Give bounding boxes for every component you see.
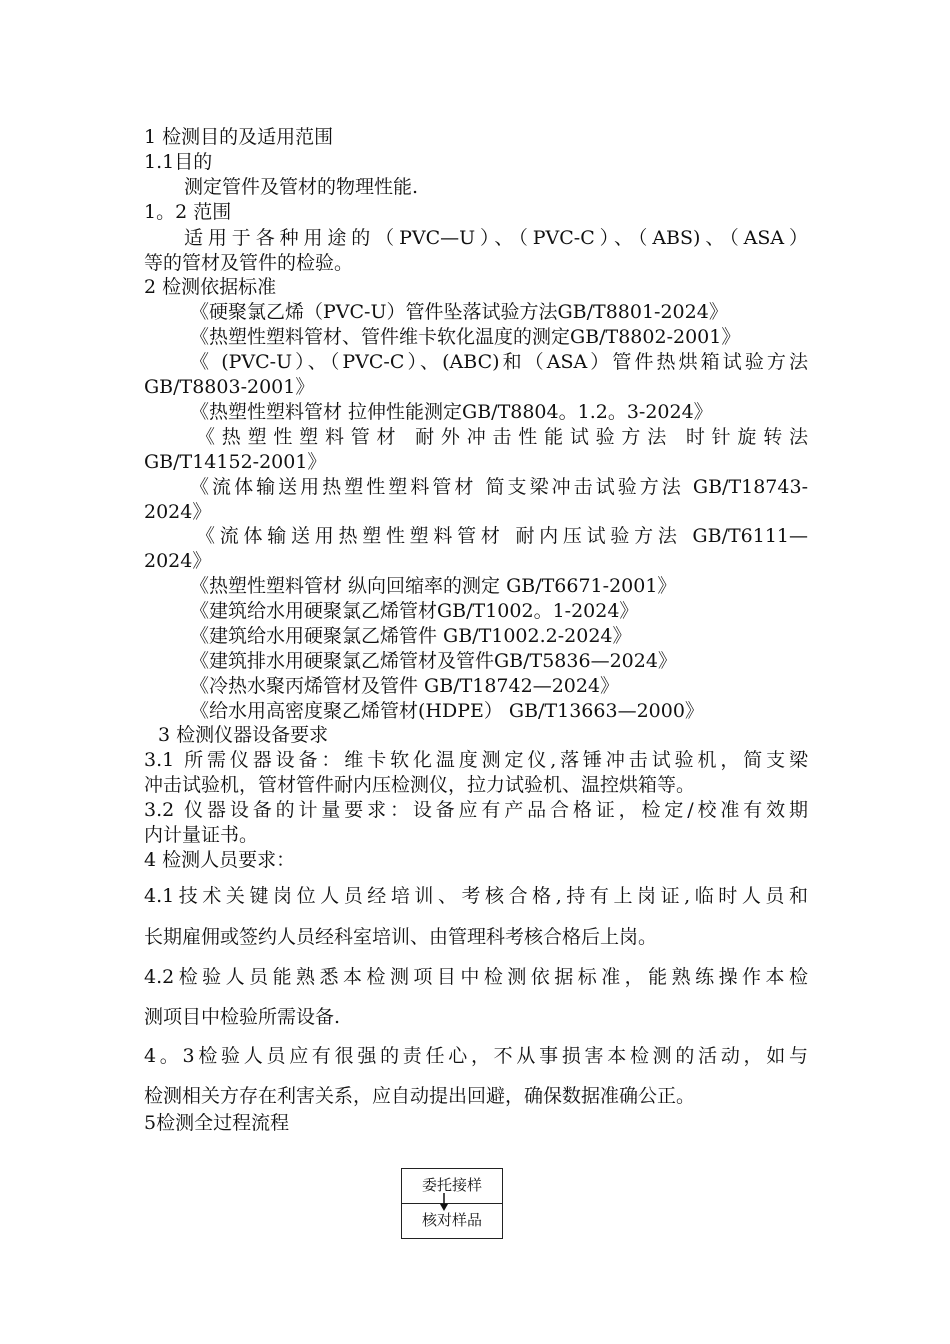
personnel-4-2-line-2: 测项目中检验所需设备. bbox=[144, 1006, 341, 1028]
standard-item: 《热塑性塑料管材、管件维卡软化温度的测定GB/T8802-2001》 bbox=[190, 326, 741, 348]
standard-item-continuation: 2024》 bbox=[144, 550, 212, 572]
standard-item-continuation: GB/T14152-2001》 bbox=[144, 451, 327, 473]
purpose-text: 测定管件及管材的物理性能. bbox=[184, 176, 419, 198]
section-3-heading: 3 检测仪器设备要求 bbox=[158, 724, 329, 746]
flow-step-sample-reception: 委托接样 bbox=[421, 1176, 482, 1194]
section-5-heading: 5检测全过程流程 bbox=[144, 1112, 290, 1134]
standard-item: 《硬聚氯乙烯（PVC-U）管件坠落试验方法GB/T8801-2024》 bbox=[190, 301, 728, 323]
calibration-text-line-1: 3.2 仪器设备的计量要求：设备应有产品合格证，检定/校准有效期 bbox=[144, 799, 808, 821]
standard-item: 《建筑给水用硬聚氯乙烯管件 GB/T1002.2-2024》 bbox=[190, 625, 632, 647]
personnel-4-3-line-2: 检测相关方存在利害关系，应自动提出回避，确保数据准确公正。 bbox=[144, 1085, 696, 1107]
standard-item: 《建筑给水用硬聚氯乙烯管材GB/T1002。1-2024》 bbox=[190, 600, 639, 622]
section-4-heading: 4 检测人员要求： bbox=[144, 849, 296, 871]
standard-item: 《给水用高密度聚乙烯管材(HDPE） GB/T13663—2000》 bbox=[190, 700, 704, 722]
standard-item: 《 (PVC-U）、（PVC-C）、(ABC)和（ASA）管件热烘箱试验方法 bbox=[190, 351, 808, 373]
process-flowchart bbox=[401, 1168, 503, 1239]
section-1-heading: 1 检测目的及适用范围 bbox=[144, 126, 334, 148]
section-1-1-heading: 1.1目的 bbox=[144, 151, 213, 173]
scope-text-line-1: 适用于各种用途的（PVC—U）、（PVC-C）、（ABS)、（ASA） bbox=[184, 227, 808, 249]
standard-item-continuation: GB/T8803-2001》 bbox=[144, 376, 315, 398]
standard-item: 《热塑性塑料管材 耐外冲击性能试验方法 时针旋转法 bbox=[196, 426, 808, 448]
flow-step-sample-verification: 核对样品 bbox=[421, 1211, 482, 1229]
personnel-4-1-line-2: 长期雇佣或签约人员经科室培训、由管理科考核合格后上岗。 bbox=[144, 926, 658, 948]
standard-item: 《热塑性塑料管材 拉伸性能测定GB/T8804。1.2。3-2024》 bbox=[190, 401, 713, 423]
standard-item-continuation: 2024》 bbox=[144, 501, 212, 523]
personnel-4-3-line-1: 4。3检验人员应有很强的责任心，不从事损害本检测的活动，如与 bbox=[144, 1045, 808, 1067]
personnel-4-1-line-1: 4.1技术关键岗位人员经培训、考核合格,持有上岗证,临时人员和 bbox=[144, 885, 808, 907]
standard-item: 《冷热水聚丙烯管材及管件 GB/T18742—2024》 bbox=[190, 675, 620, 697]
standard-item: 《热塑性塑料管材 纵向回缩率的测定 GB/T6671-2001》 bbox=[190, 575, 677, 597]
personnel-4-2-line-1: 4.2检验人员能熟悉本检测项目中检测依据标准，能熟练操作本检 bbox=[144, 966, 808, 988]
standard-item: 《流体输送用热塑性塑料管材 耐内压试验方法 GB/T6111— bbox=[196, 525, 808, 547]
standard-item: 《建筑排水用硬聚氯乙烯管材及管件GB/T5836—2024》 bbox=[190, 650, 677, 672]
equipment-text-line-1: 3.1 所需仪器设备：维卡软化温度测定仪,落锤冲击试验机，简支梁 bbox=[144, 749, 808, 771]
equipment-text-line-2: 冲击试验机，管材管件耐内压检测仪，拉力试验机、温控烘箱等。 bbox=[144, 774, 696, 796]
calibration-text-line-2: 内计量证书。 bbox=[144, 824, 259, 846]
section-1-2-heading: 1。2 范围 bbox=[144, 201, 232, 223]
section-2-heading: 2 检测依据标准 bbox=[144, 276, 277, 298]
standard-item: 《流体输送用热塑性塑料管材 简支梁冲击试验方法 GB/T18743- bbox=[190, 476, 808, 498]
scope-text-line-2: 等的管材及管件的检验。 bbox=[144, 252, 354, 274]
flow-arrow-icon bbox=[402, 1169, 504, 1240]
